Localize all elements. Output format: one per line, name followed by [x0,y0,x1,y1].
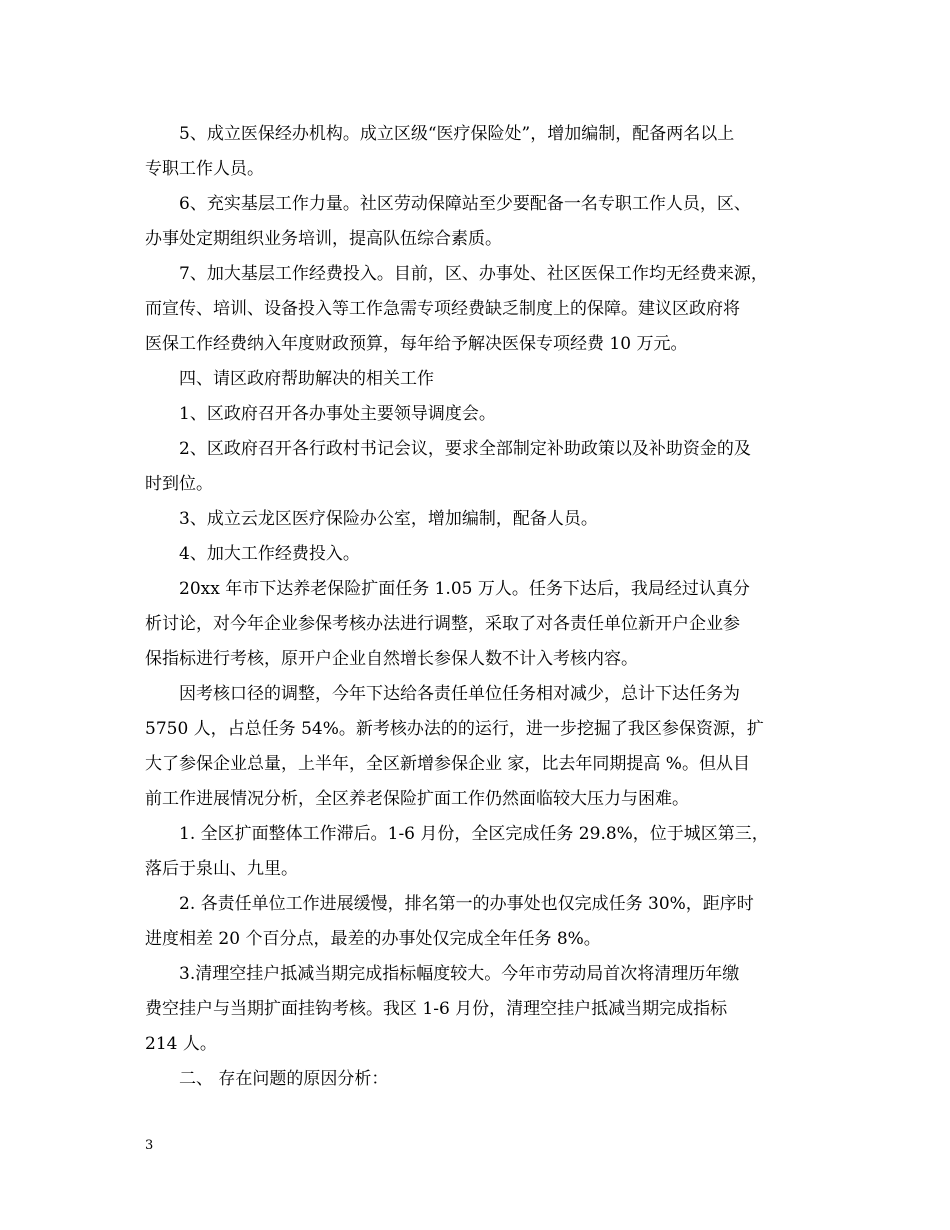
text-line: 时到位。 [145,474,213,494]
text-line: 四、请区政府帮助解决的相关工作 [179,369,434,389]
text-line: 析讨论，对今年企业参保考核办法进行调整，采取了对各责任单位新开户企业参 [145,614,740,634]
text-line: 医保工作经费纳入年度财政预算，每年给予解决医保专项经费 10 万元。 [145,334,688,354]
text-line: 20xx 年市下达养老保险扩面任务 1.05 万人。任务下达后，我局经过认真分 [179,579,750,599]
issue-1-overall-lag [145,817,815,887]
text-line: 落后于泉山、九里。 [145,859,298,879]
text-line: 3.清理空挂户抵减当期完成指标幅度较大。今年市劳动局首次将清理历年缴 [179,964,740,984]
section-heading-two [145,1062,815,1097]
text-line: 而宣传、培训、设备投入等工作急需专项经费缺乏制度上的保障。建议区政府将 [145,299,740,319]
issue-3-empty-accounts [145,957,815,1062]
list-item-1-coordination-meeting [145,397,815,432]
paragraph-6-grassroots-staffing [145,187,815,257]
issue-2-slow-progress [145,887,815,957]
paragraph-pension-expansion-task [145,572,815,677]
list-item-3-insurance-office [145,502,815,537]
text-line: 4、加大工作经费投入。 [179,544,360,564]
text-line: 5750 人，占总任务 54%。新考核办法的的运行，进一步挖掘了我区参保资源，扩 [145,719,764,739]
paragraph-5-medical-insurance-office [145,117,815,187]
text-line: 进度相差 20 个百分点，最差的办事处仅完成全年任务 8%。 [145,929,601,949]
text-line: 6、充实基层工作力量。社区劳动保障站至少要配备一名专职工作人员，区、 [179,194,751,214]
text-line: 因考核口径的调整，今年下达给各责任单位任务相对减少，总计下达任务为 [179,684,740,704]
text-line: 保指标进行考核，原开户企业自然增长参保人数不计入考核内容。 [145,649,638,669]
text-line: 2、区政府召开各行政村书记会议，要求全部制定补助政策以及补助资金的及 [179,439,751,459]
list-item-4-funding-increase [145,537,815,572]
text-line: 二、 存在问题的原因分析： [179,1069,389,1089]
text-line: 办事处定期组织业务培训，提高队伍综合素质。 [145,229,502,249]
list-item-2-village-secretary-meeting [145,432,815,502]
text-line: 5、成立医保经办机构。成立区级“医疗保险处”，增加编制，配备两名以上 [179,124,735,144]
paragraph-7-funding [145,257,815,362]
text-line: 3、成立云龙区医疗保险办公室，增加编制，配备人员。 [179,509,598,529]
text-line: 专职工作人员。 [145,159,264,179]
paragraph-assessment-adjustment [145,677,815,817]
text-line: 7、加大基层工作经费投入。目前，区、办事处、社区医保工作均无经费来源， [179,264,768,284]
text-line: 2. 各责任单位工作进展缓慢，排名第一的办事处也仅完成任务 30%，距序时 [179,894,754,914]
text-line: 前工作进展情况分析，全区养老保险扩面工作仍然面临较大压力与困难。 [145,789,689,809]
text-line: 1、区政府召开各办事处主要领导调度会。 [179,404,496,424]
section-heading-four [145,362,815,397]
text-line: 大了参保企业总量，上半年，全区新增参保企业 家，比去年同期提高 %。但从目 [145,754,750,774]
document-body [145,117,815,1097]
page-number: 3 [145,1138,154,1153]
text-line: 1. 全区扩面整体工作滞后。1-6 月份，全区完成任务 29.8%，位于城区第三， [179,824,769,844]
text-line: 214 人。 [145,1034,217,1054]
text-line: 费空挂户与当期扩面挂钩考核。我区 1-6 月份，清理空挂户抵减当期完成指标 [145,999,728,1019]
